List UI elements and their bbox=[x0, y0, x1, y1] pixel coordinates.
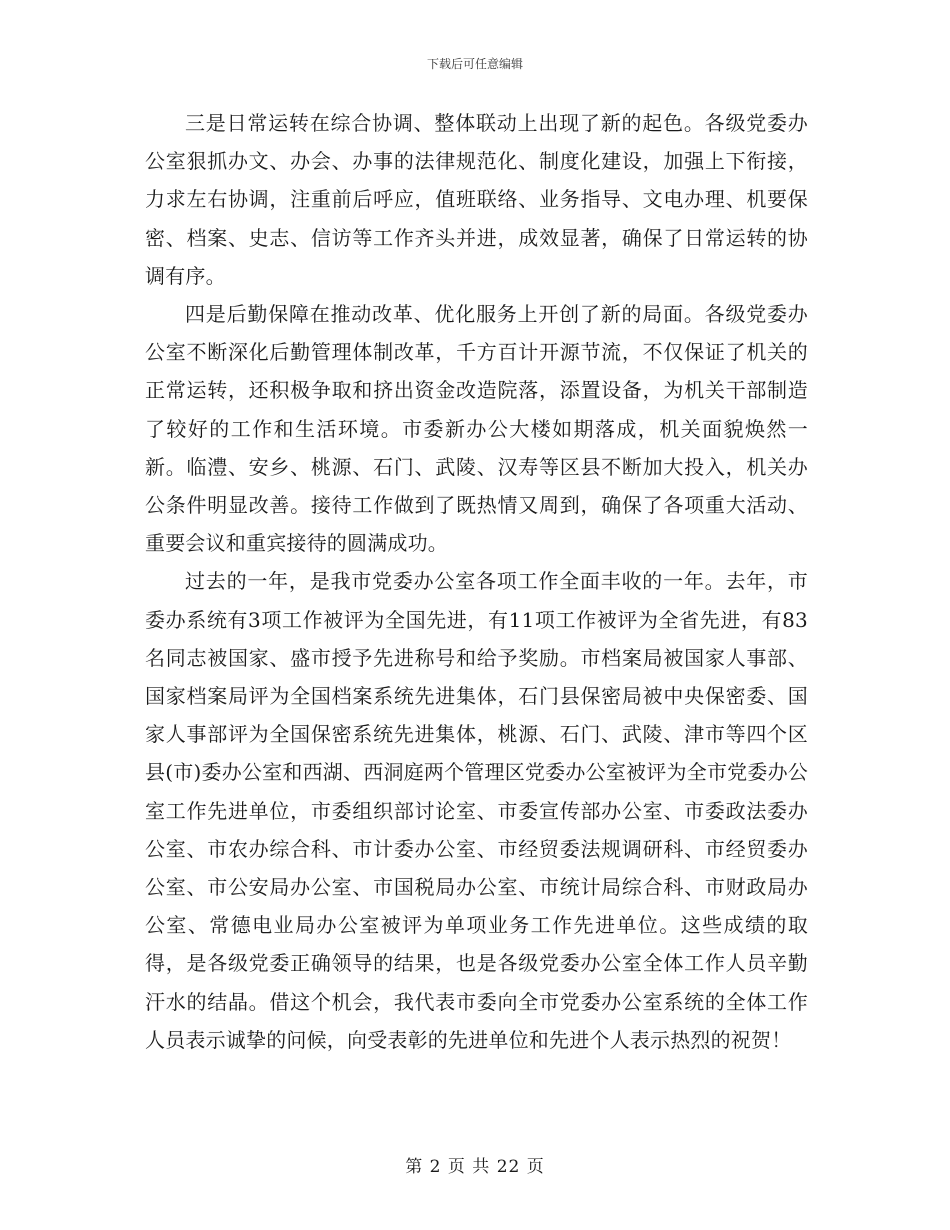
page-number: 第 2 页 共 22 页 bbox=[405, 1157, 545, 1177]
page-header-note: 下载后可任意编辑 bbox=[426, 57, 523, 71]
document-body bbox=[145, 104, 808, 1059]
paragraph-daily-operations: 三是日常运转在综合协调、整体联动上出现了新的起色。各级党委办公室狠抓办文、办会、办事的法律规范化、制度化建设，加强上下衔接，力求左右协调，注重前后呼应，值班联络、业务指导、文电办理、机要保密、档案、史志、信访等工作齐头并进，成效显著，确保了日常运转的协调有序。 bbox=[145, 111, 808, 288]
paragraph-logistics: 四是后勤保障在推动改革、优化服务上开创了新的局面。各级党委办公室不断深化后勤管理体制改革，千方百计开源节流，不仅保证了机关的正常运转，还积极争取和挤出资金改造院落，添置设备，为机关干部制造了较好的工作和生活环境。市委新办公大楼如期落成，机关面貌焕然一新。临澧、安乡、桃源、石门、武陵、汉寿等区县不断加大投入，机关办公条件明显改善。接待工作做到了既热情又周到，确保了各项重大活动、重要会议和重宾接待的圆满成功。 bbox=[145, 302, 808, 556]
paragraph-past-year: 过去的一年，是我市党委办公室各项工作全面丰收的一年。去年，市委办系统有3项工作被评为全国先进，有11项工作被评为全省先进，有83名同志被国家、盛市授予先进称号和给予奖励。市档案局被国家人事部、国家档案局评为全国档案系统先进集体，石门县保密局被中央保密委、国家人事部评为全国保密系统先进集体，桃源、石门、武陵、津市等四个区县(市)委办公室和西湖、西洞庭两个管理区党委办公室被评为全市党委办公室工作先进单位，市委组织部讨论室、市委宣传部办公室、市委政法委办公室、市农办综合科、市计委办公室、市经贸委法规调研科、市经贸委办公室、市公安局办公室、市国税局办公室、市统计局综合科、市财政局办公室、常德电业局办公室被评为单项业务工作先进单位。这些成绩的取得，是各级党委正确领导的结果，也是各级党委办公室全体工作人员辛勤汗水的结晶。借这个机会，我代表市委向全市党委办公室系统的全体工作人员表示诚挚的问候，向受表彰的先进单位和先进个人表示热烈的祝贺！ bbox=[145, 569, 808, 1052]
